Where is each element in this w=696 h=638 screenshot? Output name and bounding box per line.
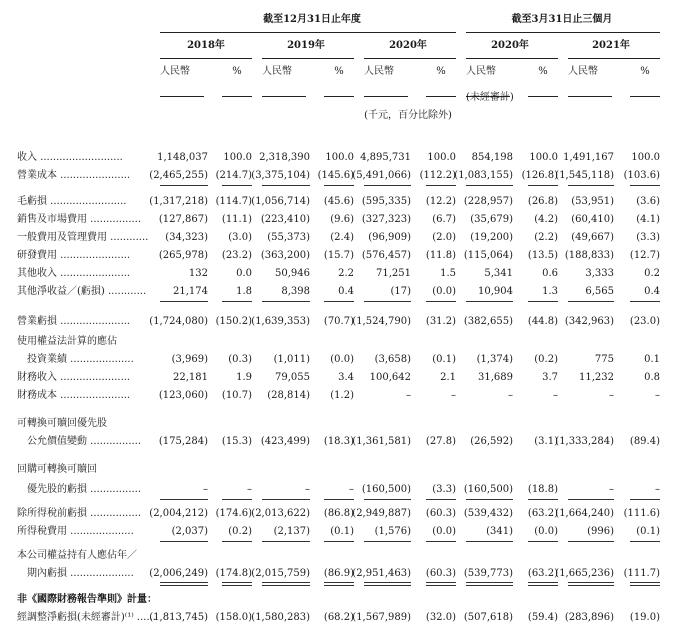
row-value: 1,491,167 — [563, 152, 614, 163]
row-value: (60.3) — [425, 568, 456, 579]
rule-sub-pct-3 — [528, 96, 558, 97]
row-value: (17) — [390, 286, 411, 297]
row-value: (228,957) — [463, 196, 513, 207]
rule-after-cost-5 — [426, 185, 456, 186]
row-value: (15.3) — [221, 436, 252, 447]
row-value: (12.7) — [629, 250, 660, 261]
row-label: 期內虧損 .................... — [17, 568, 134, 579]
rule-after-net-4 — [364, 582, 411, 583]
rule-after-cost-9 — [630, 185, 660, 186]
row-value: (1,639,353) — [251, 316, 310, 327]
row-value: (11.1) — [221, 214, 252, 225]
rule-after-net-7 — [528, 582, 558, 583]
row-value: (150.2) — [215, 316, 252, 327]
row-label: 收入 .......................... — [17, 152, 123, 163]
row-value: (539,773) — [463, 568, 513, 579]
row-label: 研發費用 ...................... — [17, 250, 131, 261]
row-value: (327,323) — [361, 214, 411, 225]
row-value: (3.1) — [534, 436, 558, 447]
sub-header-rmb: 人民幣 — [364, 66, 394, 77]
row-value: 2.1 — [440, 372, 456, 383]
row-label: 所得稅費用 .................... — [17, 526, 134, 537]
row-value: 1,148,037 — [157, 152, 208, 163]
row-value: (0.2) — [534, 354, 558, 365]
rule-after-other-2 — [262, 301, 310, 302]
row-value: (127,867) — [158, 214, 208, 225]
year-header: 2018年 — [187, 40, 225, 51]
row-value: (0.3) — [228, 354, 252, 365]
unit-note: (千元，百分比除外) — [364, 110, 452, 121]
row-label: 公允價值變動 ................ — [17, 436, 142, 447]
row-value: (45.6) — [323, 196, 354, 207]
row-value: (111.6) — [623, 508, 660, 519]
row-value: (382,655) — [463, 316, 513, 327]
rule-sub-pct-1 — [324, 96, 354, 97]
rule-after-tax-6 — [466, 541, 513, 542]
row-value: (595,335) — [361, 196, 411, 207]
row-value: (49,667) — [571, 232, 614, 243]
row-value: (2,949,887) — [352, 508, 411, 519]
row-value: (341) — [486, 526, 513, 537]
row-value: (60.3) — [425, 508, 456, 519]
rule-year-2 — [364, 58, 456, 59]
rule-after-repurchase-5 — [426, 499, 456, 500]
rule-after-net-0 — [160, 582, 208, 583]
row-label: 優先股的虧損 ................ — [17, 484, 142, 495]
row-value: (3,375,104) — [251, 170, 310, 181]
rule-after-net-b-3 — [324, 585, 354, 586]
row-value: – — [553, 390, 558, 401]
rule-after-repurchase-6 — [466, 499, 513, 500]
row-value: (114.7) — [215, 196, 252, 207]
rule-after-repurchase-1 — [222, 499, 252, 500]
rule-after-tax-7 — [528, 541, 558, 542]
row-value: (55,373) — [267, 232, 310, 243]
row-value: (1,665,236) — [555, 568, 614, 579]
row-value: (15.7) — [323, 250, 354, 261]
year-header: 2020年 — [491, 40, 529, 51]
rule-after-tax-4 — [364, 541, 411, 542]
row-value: 21,174 — [173, 286, 208, 297]
rule-after-net-6 — [466, 582, 513, 583]
row-value: 100.0 — [325, 152, 354, 163]
rule-after-other-6 — [466, 301, 513, 302]
rule-after-tax-5 — [426, 541, 456, 542]
row-value: (2,013,622) — [251, 508, 310, 519]
row-value: (223,410) — [260, 214, 310, 225]
row-value: (34,323) — [165, 232, 208, 243]
row-value: – — [349, 484, 354, 495]
row-value: 1.5 — [440, 268, 456, 279]
rule-year-1 — [262, 58, 354, 59]
row-value: (2.0) — [432, 232, 456, 243]
row-value: 22,181 — [173, 372, 208, 383]
row-value: 4,895,731 — [360, 152, 411, 163]
row-value: (1,813,745) — [149, 612, 208, 623]
row-value: (1,580,283) — [251, 612, 310, 623]
rule-after-tax-8 — [568, 541, 614, 542]
rule-after-cost-0 — [160, 185, 208, 186]
group-header-year: 截至12月31日止年度 — [263, 14, 361, 25]
row-value: (35,679) — [470, 214, 513, 225]
row-value: (0.2) — [228, 526, 252, 537]
row-value: (3.0) — [228, 232, 252, 243]
row-value: – — [609, 484, 614, 495]
row-value: 50,946 — [275, 268, 310, 279]
row-value: (2.2) — [534, 232, 558, 243]
row-value: (1,374) — [476, 354, 513, 365]
row-value: (0.1) — [330, 526, 354, 537]
rule-sub-rmb-0 — [160, 96, 204, 97]
row-value: (145.6) — [317, 170, 354, 181]
row-value: (28,814) — [267, 390, 310, 401]
row-value: (0.1) — [636, 526, 660, 537]
row-value: (2,137) — [273, 526, 310, 537]
row-value: 1.8 — [236, 286, 252, 297]
row-value: – — [451, 390, 456, 401]
row-value: (3,658) — [374, 354, 411, 365]
row-value: (60,410) — [571, 214, 614, 225]
rule-after-net-b-9 — [630, 585, 660, 586]
row-value: (27.8) — [425, 436, 456, 447]
rule-after-net-2 — [262, 582, 310, 583]
row-value: 100.0 — [529, 152, 558, 163]
row-value: – — [655, 484, 660, 495]
row-value: (507,618) — [463, 612, 513, 623]
rule-after-net-b-2 — [262, 585, 310, 586]
row-value: (283,896) — [564, 612, 614, 623]
row-value: (1.2) — [330, 390, 354, 401]
row-value: 100.0 — [631, 152, 660, 163]
row-value: – — [508, 390, 513, 401]
row-value: – — [406, 390, 411, 401]
rule-year-0 — [160, 58, 252, 59]
rule-after-net-b-5 — [426, 585, 456, 586]
row-value: (12.2) — [425, 196, 456, 207]
row-value: (0.0) — [534, 526, 558, 537]
row-value: (19,200) — [470, 232, 513, 243]
sub-header-pct: % — [232, 66, 242, 77]
row-value: (576,457) — [361, 250, 411, 261]
sub-header-pct: % — [436, 66, 446, 77]
row-label: 毛虧損 ........................ — [17, 196, 127, 207]
row-value: (1,545,118) — [555, 170, 614, 181]
row-value: 0.4 — [338, 286, 354, 297]
row-value: (23.2) — [221, 250, 252, 261]
row-value: (89.4) — [629, 436, 660, 447]
row-value: 71,251 — [376, 268, 411, 279]
row-value: (53,951) — [571, 196, 614, 207]
row-value: (0.0) — [330, 354, 354, 365]
rule-sub-rmb-2 — [364, 96, 408, 97]
sub-header-pct: % — [334, 66, 344, 77]
row-value: 2,318,390 — [259, 152, 310, 163]
rule-sub-rmb-1 — [262, 96, 306, 97]
year-header: 2021年 — [592, 40, 630, 51]
row-value: (1,056,714) — [251, 196, 310, 207]
row-value: (3.6) — [636, 196, 660, 207]
row-value: (539,432) — [463, 508, 513, 519]
rule-after-other-1 — [222, 301, 252, 302]
row-value: – — [609, 390, 614, 401]
row-value: (423,499) — [260, 436, 310, 447]
row-value: (23.0) — [629, 316, 660, 327]
row-label: 回購可轉換可贖回 — [17, 464, 97, 475]
row-label: 非《國際財務報告準則》計量： — [17, 594, 157, 605]
sub-header-rmb: 人民幣 — [262, 66, 292, 77]
row-value: (126.8) — [521, 170, 558, 181]
row-value: 132 — [188, 268, 208, 279]
row-value: (68.2) — [323, 612, 354, 623]
row-value: 3,333 — [585, 268, 614, 279]
row-value: 100.0 — [427, 152, 456, 163]
rule-after-net-b-0 — [160, 585, 208, 586]
row-label: 營業虧損 ...................... — [17, 316, 131, 327]
row-value: (44.8) — [527, 316, 558, 327]
rule-after-other-0 — [160, 301, 208, 302]
row-value: (123,060) — [158, 390, 208, 401]
rule-after-cost-1 — [222, 185, 252, 186]
rule-sub-pct-4 — [630, 96, 660, 97]
row-value: (214.7) — [215, 170, 252, 181]
row-value: (5,491,066) — [352, 170, 411, 181]
row-value: (96,909) — [368, 232, 411, 243]
row-value: 0.1 — [644, 354, 660, 365]
row-value: (1,567,989) — [352, 612, 411, 623]
row-value: 0.4 — [644, 286, 660, 297]
rule-after-net-b-6 — [466, 585, 513, 586]
row-value: 0.6 — [542, 268, 558, 279]
rule-after-other-5 — [426, 301, 456, 302]
row-label: 使用權益法計算的應佔 — [17, 336, 117, 347]
row-label: 其他收入 ...................... — [17, 268, 131, 279]
rule-after-other-7 — [528, 301, 558, 302]
year-header: 2020年 — [389, 40, 427, 51]
row-value: (175,284) — [158, 436, 208, 447]
rule-after-cost-8 — [568, 185, 614, 186]
row-value: (996) — [587, 526, 614, 537]
row-value: 3.4 — [338, 372, 354, 383]
rule-after-other-9 — [630, 301, 660, 302]
row-value: (9.6) — [330, 214, 354, 225]
row-value: 1.3 — [542, 286, 558, 297]
row-value: (174.8) — [215, 568, 252, 579]
row-value: (2.4) — [330, 232, 354, 243]
row-label: 除所得稅前虧損 ................ — [17, 508, 142, 519]
rule-after-other-3 — [324, 301, 354, 302]
rule-after-net-b-4 — [364, 585, 411, 586]
row-value: (174.6) — [215, 508, 252, 519]
row-value: 6,565 — [585, 286, 614, 297]
row-value: (4.2) — [534, 214, 558, 225]
row-value: (18.3) — [323, 436, 354, 447]
rule-after-net-1 — [222, 582, 252, 583]
rule-group-quarter — [466, 32, 660, 33]
rule-after-net-9 — [630, 582, 660, 583]
row-value: 79,055 — [275, 372, 310, 383]
row-value: (1,576) — [374, 526, 411, 537]
sub-header-rmb: 人民幣 — [466, 66, 496, 77]
row-value: (188,833) — [564, 250, 614, 261]
row-value: (111.7) — [623, 568, 660, 579]
rule-after-net-b-8 — [568, 585, 614, 586]
row-label: 本公司權益持有人應佔年／ — [17, 550, 137, 561]
row-value: (63.2) — [527, 508, 558, 519]
row-label: 投資業績 .................... — [17, 354, 134, 365]
row-value: (32.0) — [425, 612, 456, 623]
row-value: 854,198 — [471, 152, 513, 163]
row-value: (160,500) — [361, 484, 411, 495]
row-label: 財務成本 ...................... — [17, 390, 131, 401]
year-header: 2019年 — [287, 40, 325, 51]
rule-after-net-b-7 — [528, 585, 558, 586]
rule-after-repurchase-9 — [630, 499, 660, 500]
row-value: (3.3) — [636, 232, 660, 243]
row-value: (6.7) — [432, 214, 456, 225]
row-value: 8,398 — [281, 286, 310, 297]
row-value: 1.9 — [236, 372, 252, 383]
row-value: – — [203, 484, 208, 495]
row-label: 一般費用及管理費用 ............ — [17, 232, 149, 243]
rule-after-repurchase-8 — [568, 499, 614, 500]
row-value: – — [305, 484, 310, 495]
row-value: 100,642 — [369, 372, 411, 383]
rule-after-other-8 — [568, 301, 614, 302]
rule-after-repurchase-0 — [160, 499, 208, 500]
row-value: (0.1) — [432, 354, 456, 365]
rule-after-tax-2 — [262, 541, 310, 542]
sub-header-pct: % — [640, 66, 650, 77]
rule-after-cost-6 — [466, 185, 513, 186]
row-value: 10,904 — [478, 286, 513, 297]
rule-after-net-b-1 — [222, 585, 252, 586]
unaudited-note: (未經審計) — [466, 92, 514, 103]
rule-after-repurchase-2 — [262, 499, 310, 500]
row-value: (19.0) — [629, 612, 660, 623]
row-value: (2,015,759) — [251, 568, 310, 579]
row-value: (86.9) — [323, 568, 354, 579]
sub-header-pct: % — [538, 66, 548, 77]
rule-after-cost-3 — [324, 185, 354, 186]
rule-after-tax-3 — [324, 541, 354, 542]
row-value: (1,524,790) — [352, 316, 411, 327]
rule-sub-rmb-4 — [568, 96, 612, 97]
row-value: 0.2 — [644, 268, 660, 279]
row-value: (10.7) — [221, 390, 252, 401]
row-value: 3.7 — [542, 372, 558, 383]
row-value: (2,465,255) — [149, 170, 208, 181]
row-value: (0.0) — [432, 526, 456, 537]
row-value: (31.2) — [425, 316, 456, 327]
rule-after-repurchase-7 — [528, 499, 558, 500]
rule-after-other-4 — [364, 301, 411, 302]
row-label: 銷售及市場費用 ................ — [17, 214, 142, 225]
row-value: (3,969) — [171, 354, 208, 365]
row-value: 100.0 — [223, 152, 252, 163]
rule-after-tax-0 — [160, 541, 208, 542]
row-value: (70.7) — [323, 316, 354, 327]
row-value: – — [247, 484, 252, 495]
row-value: (265,978) — [158, 250, 208, 261]
row-value: (2,006,249) — [149, 568, 208, 579]
row-value: (13.5) — [527, 250, 558, 261]
group-header-quarter: 截至3月31日止三個月 — [511, 14, 613, 25]
rule-year-4 — [568, 58, 660, 59]
row-value: (59.4) — [527, 612, 558, 623]
row-label: 財務收入 ...................... — [17, 372, 131, 383]
row-value: (26.8) — [527, 196, 558, 207]
rule-after-tax-9 — [630, 541, 660, 542]
row-value: (103.6) — [623, 170, 660, 181]
row-value: (1,664,240) — [555, 508, 614, 519]
row-label: 經調整淨虧損(未經審計)⁽¹⁾ ...... — [17, 612, 156, 623]
rule-group-year — [160, 32, 456, 33]
row-value: 775 — [594, 354, 614, 365]
row-value: (1,317,218) — [149, 196, 208, 207]
row-value: 2.2 — [338, 268, 354, 279]
row-value: (2,951,463) — [352, 568, 411, 579]
row-value: (0.0) — [432, 286, 456, 297]
rule-after-net-5 — [426, 582, 456, 583]
row-value: (1,361,581) — [352, 436, 411, 447]
rule-sub-pct-0 — [222, 96, 252, 97]
row-value: (342,963) — [564, 316, 614, 327]
row-value: (3.3) — [432, 484, 456, 495]
row-value: – — [655, 390, 660, 401]
row-value: (18.8) — [527, 484, 558, 495]
row-value: (1,011) — [273, 354, 310, 365]
row-value: (4.1) — [636, 214, 660, 225]
rule-after-repurchase-4 — [364, 499, 411, 500]
row-value: (158.0) — [215, 612, 252, 623]
row-value: (115,064) — [463, 250, 513, 261]
rule-after-repurchase-3 — [324, 499, 354, 500]
row-label: 其他淨收益／(虧損) ............ — [17, 286, 147, 297]
rule-after-cost-2 — [262, 185, 310, 186]
row-value: (26,592) — [470, 436, 513, 447]
row-value: 11,232 — [579, 372, 614, 383]
row-value: 0.0 — [236, 268, 252, 279]
rule-year-3 — [466, 58, 558, 59]
sub-header-rmb: 人民幣 — [568, 66, 598, 77]
rule-sub-pct-2 — [426, 96, 456, 97]
row-value: 5,341 — [484, 268, 513, 279]
row-value: (63.2) — [527, 568, 558, 579]
rule-after-net-3 — [324, 582, 354, 583]
row-value: 31,689 — [478, 372, 513, 383]
rule-after-cost-7 — [528, 185, 558, 186]
row-value: (363,200) — [260, 250, 310, 261]
row-value: (2,037) — [171, 526, 208, 537]
row-value: (11.8) — [425, 250, 456, 261]
rule-after-tax-1 — [222, 541, 252, 542]
rule-after-cost-4 — [364, 185, 411, 186]
row-value: (86.8) — [323, 508, 354, 519]
row-value: (1,083,155) — [454, 170, 513, 181]
row-value: (112.2) — [419, 170, 456, 181]
row-value: (2,004,212) — [149, 508, 208, 519]
rule-after-net-8 — [568, 582, 614, 583]
row-value: 0.8 — [644, 372, 660, 383]
row-value: (160,500) — [463, 484, 513, 495]
sub-header-rmb: 人民幣 — [160, 66, 190, 77]
row-label: 可轉換可贖回優先股 — [17, 418, 107, 429]
row-label: 營業成本 ...................... — [17, 170, 131, 181]
row-value: (1,724,080) — [149, 316, 208, 327]
row-value: (1,333,284) — [555, 436, 614, 447]
